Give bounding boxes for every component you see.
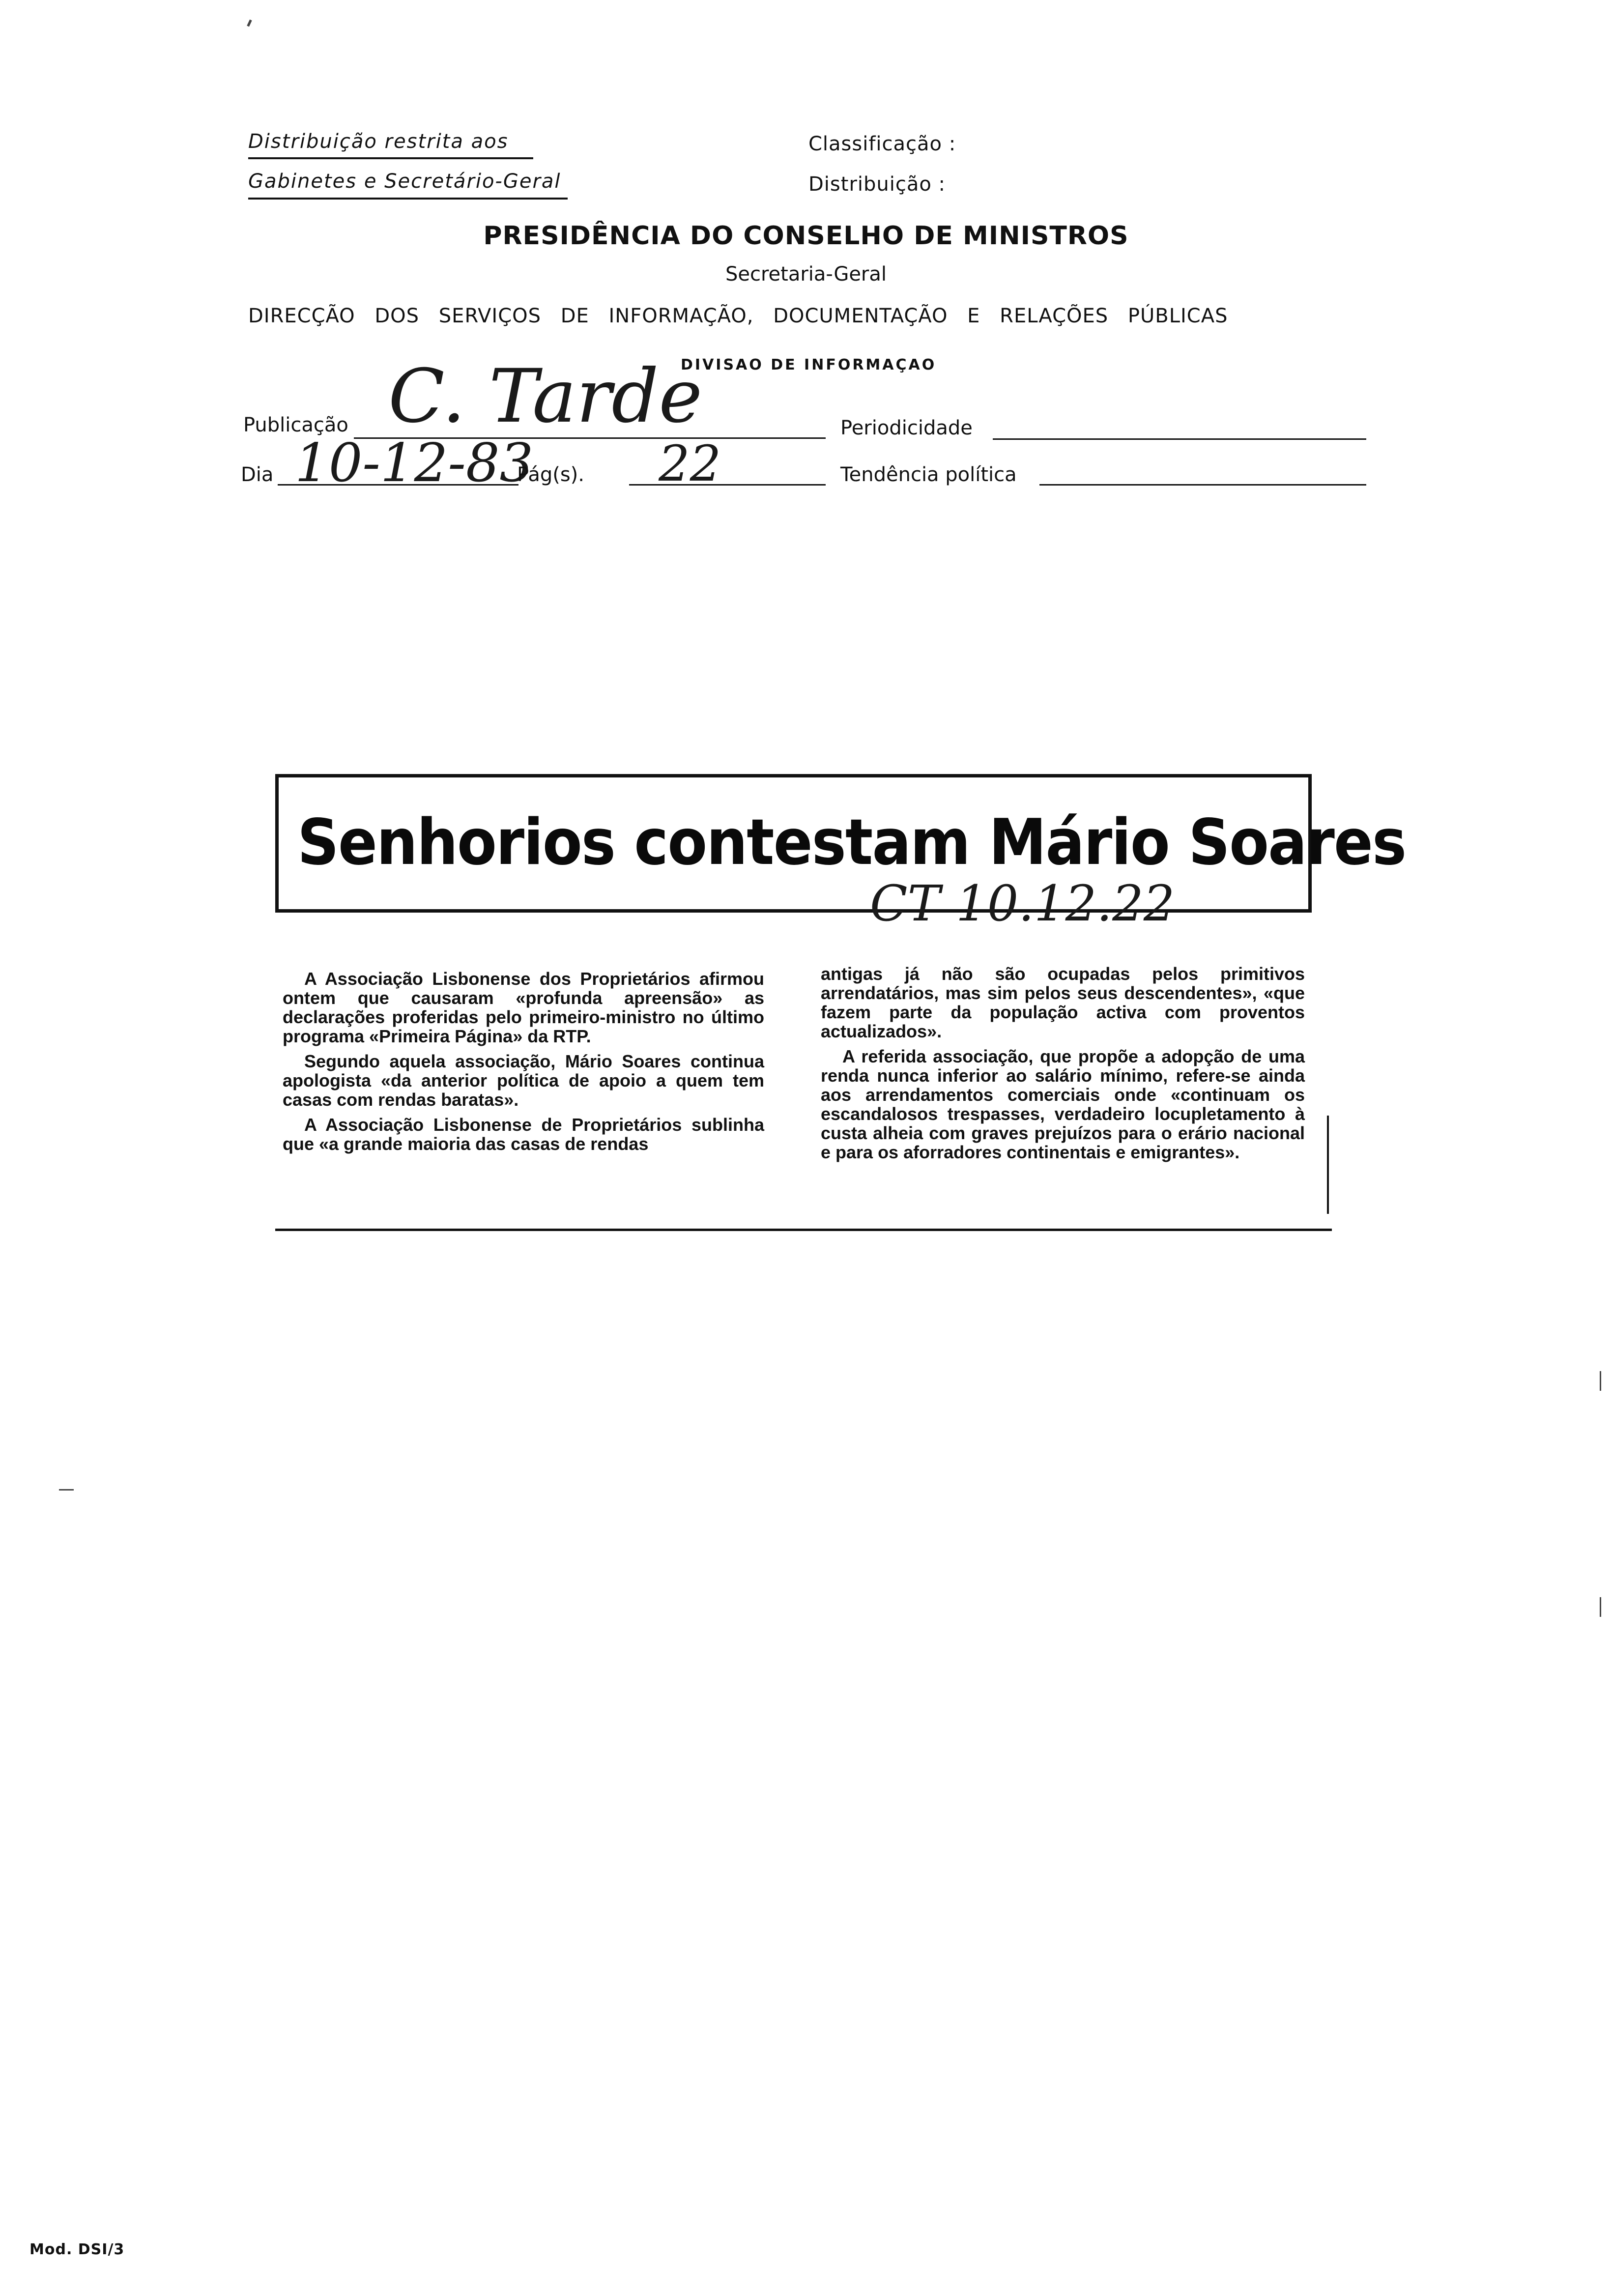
clipping-headline: Senhorios contestam Mário Soares — [297, 806, 1406, 879]
clipping-bottom-rule — [275, 1229, 1332, 1231]
article-paragraph: A Associação Lisbonense de Proprietários sublinha que «a grande maioria das casas de rendas — [283, 1115, 764, 1154]
scan-speck — [1600, 1371, 1601, 1391]
article-column-1 — [283, 969, 764, 1159]
political-tendency-field-line — [1039, 484, 1366, 486]
form-model-number: Mod. DSI/3 — [29, 2241, 125, 2258]
periodicity-label: Periodicidade — [840, 417, 973, 439]
publication-label: Publicação — [243, 414, 348, 436]
page-subtitle: Secretaria-Geral — [725, 263, 887, 286]
article-paragraph: A referida associação, que propõe a adopção de uma renda nunca inferior ao salário mínimo, refere-se ainda aos arrendamentos comerciais onde «continuam os escandalosos trespasses, verdadeiro locupletamento à custa alheia com graves prejuízos para o erário nacional e para os aforradores continentais e emigrantes». — [821, 1046, 1305, 1162]
article-paragraph: A Associação Lisbonense dos Proprietários afirmou ontem que causaram «profunda apreensão» as declarações proferidas pelo primeiro-ministro no último programa «Primeira Página» da RTP. — [283, 969, 764, 1046]
scan-speck — [247, 20, 252, 27]
page-title: PRESIDÊNCIA DO CONSELHO DE MINISTROS — [483, 221, 1129, 251]
pages-handwritten-value: 22 — [659, 435, 721, 492]
periodicity-field-line — [993, 438, 1366, 440]
department-name: DIRECÇÃO DOS SERVIÇOS DE INFORMAÇÃO, DOCUMENTAÇÃO E RELAÇÕES PÚBLICAS — [248, 305, 1228, 327]
scan-speck — [59, 1489, 74, 1491]
distribution-restricted-line2: Gabinetes e Secretário-Geral — [248, 170, 561, 193]
divider — [248, 198, 568, 200]
clipping-handwritten-note: CT 10.12.22 — [870, 875, 1175, 932]
distribution-label: Distribuição : — [808, 173, 946, 196]
publication-handwritten-value: C. Tarde — [388, 354, 703, 439]
pages-label: Pág(s). — [517, 463, 584, 486]
political-tendency-label: Tendência política — [840, 463, 1017, 486]
classification-label: Classificação : — [808, 133, 956, 155]
division-label: DIVISAO DE INFORMAÇAO — [681, 356, 937, 373]
article-column-2 — [821, 964, 1305, 1168]
day-label: Dia — [241, 463, 274, 486]
divider — [248, 157, 533, 159]
article-paragraph: antigas já não são ocupadas pelos primitivos arrendatários, mas sim pelos seus descendentes», «que fazem parte da população activa com proventos actualizados». — [821, 964, 1305, 1041]
distribution-restricted-line1: Distribuição restrita aos — [248, 130, 509, 153]
article-paragraph: Segundo aquela associação, Mário Soares continua apologista «da anterior política de apoio a quem tem casas com rendas baratas». — [283, 1051, 764, 1110]
column-edge-mark — [1327, 1116, 1329, 1214]
scan-speck — [1600, 1597, 1601, 1617]
day-handwritten-value: 10-12-83 — [295, 432, 534, 494]
